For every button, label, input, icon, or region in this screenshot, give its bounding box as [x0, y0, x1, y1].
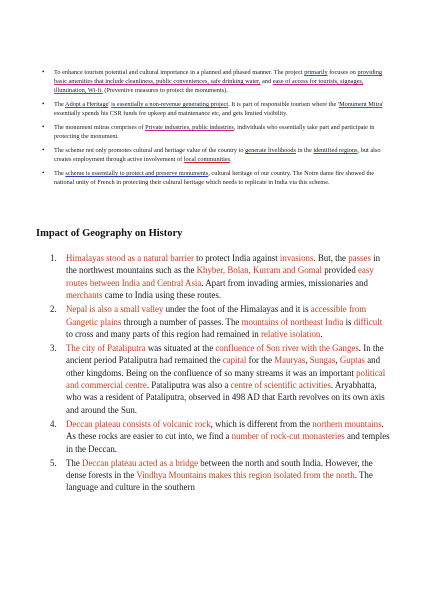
highlighted-text: capital	[222, 355, 247, 366]
note-text: The scheme not only promotes cultural and heritage value of the country to	[54, 147, 246, 154]
underlined-text: Private industries, public industries	[145, 124, 234, 131]
item-text: is	[343, 316, 354, 327]
note-item	[40, 146, 390, 164]
note-text: , cultural heritage of our country. The Notre dame fire showed the national unity of French in protecting their cultural heritage which needs to replicate in India via this scheme.	[54, 170, 375, 186]
note-text: , individuals who essentially take part and participate in protecting the monument.	[54, 124, 375, 140]
history-item	[50, 342, 390, 416]
bullet-icon: •	[42, 68, 45, 76]
highlighted-text: Deccan plateau acted as a bridge	[82, 457, 199, 468]
item-text: . Aryabhatta, who was a resident of Pataliputra, observed in 498 AD that Earth revolves on its own axis and around the Sun.	[66, 380, 385, 415]
note-item	[40, 68, 390, 95]
underlined-text: primarily	[304, 69, 328, 76]
highlighted-text: The city of Pataliputra	[66, 342, 146, 353]
item-text: and temples in the Deccan.	[66, 431, 390, 454]
history-item	[50, 418, 390, 455]
highlighted-text: Nepal is also a small valley	[66, 304, 164, 315]
item-text: . Pataliputra was also a	[146, 380, 231, 391]
highlighted-text: relative isolation	[260, 328, 321, 339]
note-text: To enhance tourism potential and cultural importance in a planned and phased manner. The project	[54, 69, 305, 76]
underlined-text: is essentially a non-revenue generating project	[111, 101, 229, 108]
item-text: was situated at the	[145, 342, 216, 353]
highlighted-text: Deccan plateau consists of volcanic rock	[66, 418, 211, 429]
underlined-text: Adopt a Heritage	[65, 101, 109, 108]
highlighted-text: number of rock-cut monasteries	[231, 431, 345, 442]
note-text: , but also creates employment through active involvement of	[54, 147, 381, 163]
notes-list	[40, 68, 390, 192]
item-text: ,	[335, 355, 340, 366]
item-text: to protect India against	[193, 253, 280, 263]
underlined-text: generate livelihoods	[245, 147, 297, 154]
item-number: 2.	[50, 304, 57, 315]
highlighted-text: mountains of northeast India	[241, 316, 344, 327]
highlighted-text: Himalayas stood as a natural barrier	[66, 253, 194, 263]
item-text: between the north and south India. However, the dense forests in the	[66, 457, 373, 480]
note-text: . It is part of responsible tourism where the '	[228, 101, 340, 108]
section-title: Impact of Geography on History	[36, 228, 183, 239]
highlighted-text: Mauryas	[274, 355, 306, 366]
history-item	[50, 303, 390, 340]
item-text: . In the ancient period Pataliputra had remained the	[66, 342, 384, 366]
highlighted-text: accessible from Gangetic plains	[66, 304, 367, 327]
highlighted-text: northern mountains	[312, 418, 382, 429]
item-text: to cross and many parts of this region had remained in	[66, 328, 261, 339]
item-number: 3.	[50, 342, 57, 353]
item-text: provided	[321, 265, 358, 276]
note-item	[40, 169, 390, 187]
highlighted-text: confluence of Son river with the Ganges	[215, 342, 359, 353]
item-number: 5.	[50, 457, 57, 468]
note-text: '	[108, 101, 112, 108]
item-text: , which is different from the	[210, 418, 313, 429]
note-text: .	[230, 156, 232, 163]
note-text: (Preventive measures to protect the monuments).	[102, 87, 228, 94]
item-text: ,	[305, 355, 310, 366]
item-text: . But, the	[313, 253, 349, 263]
highlighted-text: Sungas	[309, 355, 336, 366]
underlined-text: ease of access for tourists, signages, illumination, Wi-fi.	[54, 78, 364, 94]
item-text: in the northwest mountains such as the	[66, 253, 381, 276]
item-text: . The language and culture in the southern	[66, 469, 373, 493]
highlighted-text: difficult	[353, 316, 383, 327]
note-item	[40, 100, 390, 118]
item-text: and other kingdoms. Being on the confluence of so many streams it was an important	[66, 355, 381, 378]
item-number: 1.	[50, 253, 57, 263]
highlighted-text: centre of scientific activities	[230, 380, 331, 391]
bullet-icon: •	[42, 169, 45, 177]
history-item	[50, 457, 390, 494]
bullet-icon: •	[42, 100, 45, 108]
bullet-icon: •	[42, 146, 45, 154]
note-text: focuses on	[327, 69, 358, 76]
note-text: in the	[296, 147, 314, 154]
item-text: under the foot of the Himalayas and it is	[163, 304, 311, 315]
highlighted-text: easy routes between India and Central Asia	[66, 265, 374, 288]
history-list	[50, 252, 390, 495]
item-text: .	[320, 328, 323, 339]
history-item	[50, 252, 390, 302]
item-text: The	[66, 457, 83, 468]
item-text: . As these rocks are easier to cut into, we find a	[66, 418, 384, 442]
highlighted-text: Khyber, Bolan, Kurram and Gomal	[196, 265, 322, 276]
underlined-text: scheme is essentially to protect and preserve monuments	[65, 170, 209, 177]
underlined-text: identified regions	[313, 147, 358, 154]
highlighted-text: political and commercial centre	[66, 367, 386, 391]
underlined-text: Monument Mitra	[339, 101, 383, 108]
note-text: The	[54, 101, 66, 108]
underlined-text: providing basic amenities that include cleanliness, public conveniences, safe drinking water,	[54, 69, 383, 85]
note-text: The	[54, 170, 66, 177]
item-text: through a number of passes. The	[121, 316, 242, 327]
highlighted-text: passes	[348, 253, 371, 263]
item-text: for the	[246, 355, 275, 366]
note-text: ' essentially spends his CSR funds for upkeep and maintenance etc, and gets limited visibility.	[54, 101, 384, 117]
item-text: . Apart from invading armies, missionaries and	[201, 277, 368, 288]
item-text: came to India using these routes.	[102, 290, 222, 301]
item-number: 4.	[50, 418, 57, 429]
highlighted-text: Vindhya Mountains makes this region isolated from the north	[136, 469, 355, 480]
underlined-text: local communities	[183, 156, 231, 163]
note-item	[40, 123, 390, 141]
bullet-icon: •	[42, 123, 45, 131]
highlighted-text: invasions	[279, 253, 314, 263]
highlighted-text: merchants	[66, 290, 103, 301]
note-text: The monument mitras comprises of	[54, 124, 146, 131]
note-text: and	[260, 78, 273, 85]
highlighted-text: Guptas	[339, 355, 365, 366]
